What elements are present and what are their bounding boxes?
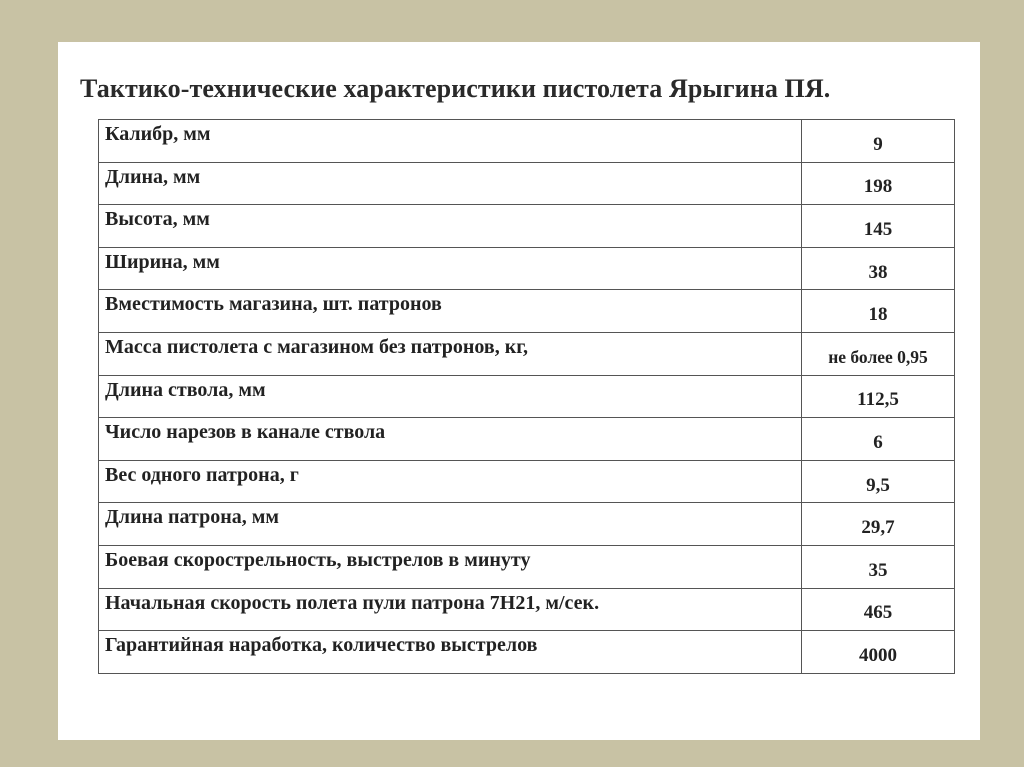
- spec-name: Масса пистолета с магазином без патронов, кг,: [99, 332, 802, 375]
- table-row: [99, 375, 955, 418]
- spec-name: Вес одного патрона, г: [99, 460, 802, 503]
- spec-name: Гарантийная наработка, количество выстрелов: [99, 631, 802, 674]
- spec-value: 112,5: [802, 375, 955, 418]
- spec-value: 18: [802, 290, 955, 333]
- table-row: [99, 120, 955, 163]
- table-row: [99, 460, 955, 503]
- spec-value: 6: [802, 418, 955, 461]
- spec-value: 35: [802, 545, 955, 588]
- table-row: [99, 162, 955, 205]
- slide: [58, 42, 980, 740]
- spec-value: 38: [802, 247, 955, 290]
- table-row: [99, 332, 955, 375]
- table-row: [99, 205, 955, 248]
- table-row: [99, 247, 955, 290]
- specs-table: [98, 119, 955, 674]
- table-row: [99, 503, 955, 546]
- spec-value: 9: [802, 120, 955, 163]
- spec-value: 465: [802, 588, 955, 631]
- spec-name: Длина патрона, мм: [99, 503, 802, 546]
- spec-value: 29,7: [802, 503, 955, 546]
- spec-name: Длина ствола, мм: [99, 375, 802, 418]
- spec-value: не более 0,95: [802, 332, 955, 375]
- spec-value: 4000: [802, 631, 955, 674]
- spec-value: 145: [802, 205, 955, 248]
- spec-name: Высота, мм: [99, 205, 802, 248]
- table-row: [99, 588, 955, 631]
- spec-name: Калибр, мм: [99, 120, 802, 163]
- spec-value: 198: [802, 162, 955, 205]
- table-row: [99, 418, 955, 461]
- table-row: [99, 290, 955, 333]
- spec-name: Длина, мм: [99, 162, 802, 205]
- spec-value: 9,5: [802, 460, 955, 503]
- table-row: [99, 545, 955, 588]
- spec-name: Число нарезов в канале ствола: [99, 418, 802, 461]
- table-row: [99, 631, 955, 674]
- spec-name: Вместимость магазина, шт. патронов: [99, 290, 802, 333]
- spec-name: Ширина, мм: [99, 247, 802, 290]
- page-title: Тактико-технические характеристики пистолета Ярыгина ПЯ.: [80, 74, 831, 103]
- spec-name: Начальная скорость полета пули патрона 7Н21, м/сек.: [99, 588, 802, 631]
- spec-name: Боевая скорострельность, выстрелов в минуту: [99, 545, 802, 588]
